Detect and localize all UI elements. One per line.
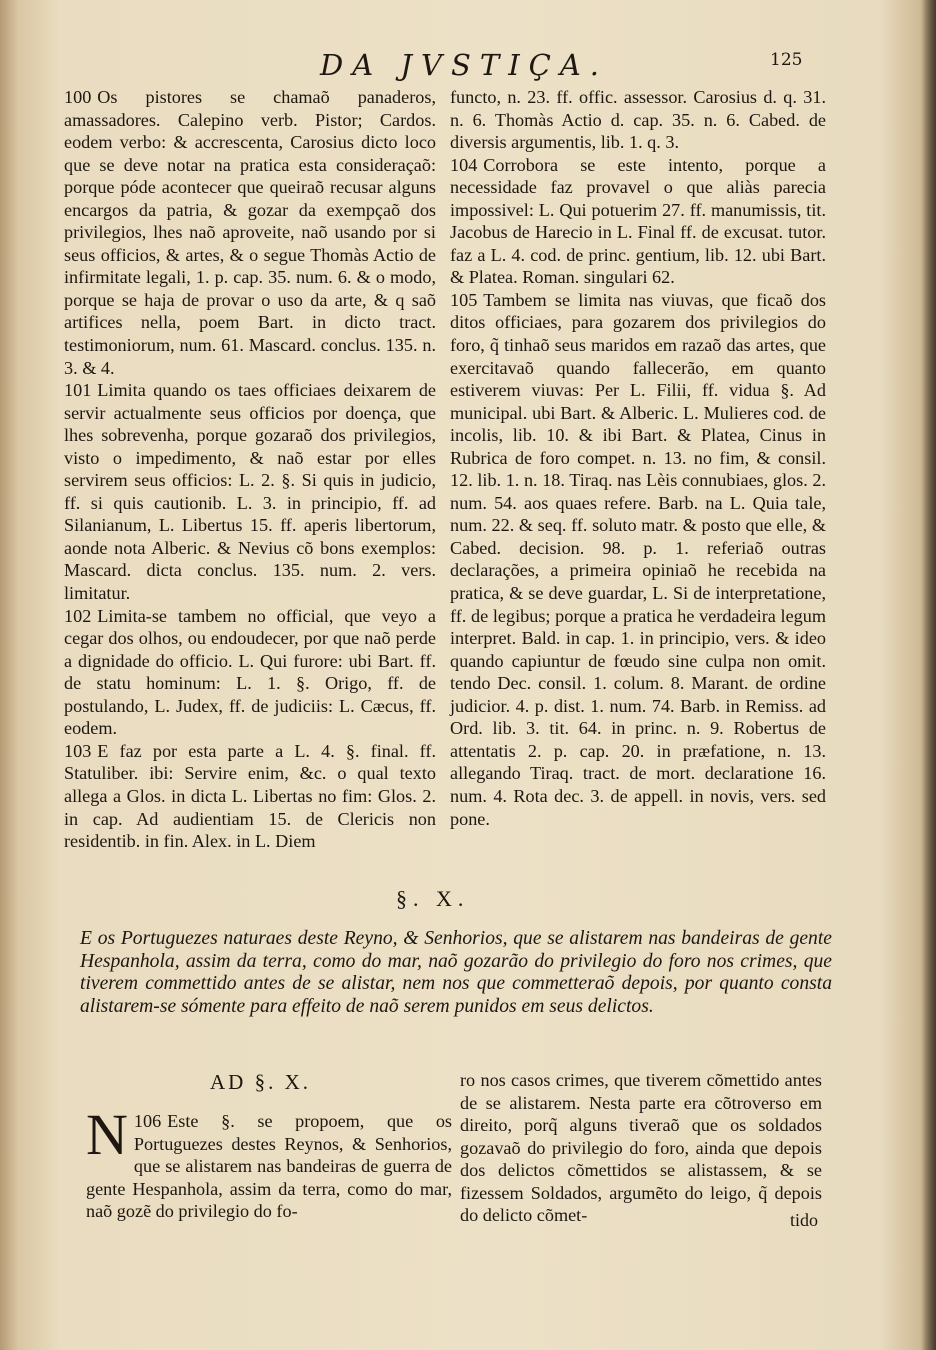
paragraph-text: Limita-se tambem no official, que veyo a cegar dos olhos, ou endoudecer, por que naõ perde a dignidade do officio. L. Qui furore: ubi Bart. ff. de statu hominum: L. 1. §. Origo, ff. de postulando, L. Judex, ff. de judiciis: L. Cæcus, ff. eodem. [64, 605, 436, 739]
paragraph-text: Corrobora se este intento, porque a necessidade faz provavel o que aliàs parecia impossivel: L. Qui potuerim 27. ff. manumissis, tit. Jacobus de Harecio in L. Final ff. de excusat. tutor. faz a L. 4. cod. de princ. gentium, lib. 12. ubi Bart. & Platea. Roman. singulari 62. [450, 154, 826, 288]
page-number: 125 [770, 50, 803, 70]
paragraph-text: functo, n. 23. ff. offic. assessor. Carosius d. q. 31. n. 6. Thomàs Actio d. cap. 35. n. 6. Cabed. de diversis argumentis, lib. 1. q. 3. [450, 87, 826, 153]
paragraph-text: Este §. se propoem, que os Portuguezes destes Reynos, & Senhorios, que se alistarem nas bandeiras de guerra de gente Hespanhola, assim da terra, como do mar, naõ gozẽ do privilegio do fo- [86, 1111, 452, 1222]
paragraph-105 [450, 289, 826, 830]
paragraph-text: ro nos casos crimes, que tiverem cõmettido antes de se alistarem. Nesta parte era cõtroverso em direito, porq̃ alguns tiveraõ que os soldados gozavaõ do privilegio do foro, ainda que depois dos delictos cõmettidos se alistassem, & se fizessem Soldados, argumẽto do leigo, q̃ depois do delicto cõmet- [460, 1070, 822, 1226]
paragraph-101 [64, 379, 436, 604]
bottom-right-column [460, 1069, 822, 1227]
commentary-heading: AD §. X. [210, 1070, 311, 1094]
paragraph-text: Limita quando os taes officiaes deixarem de servir actualmente seus officios por doença, que lhes sobrevenha, porque gozaraõ dos privilegios, visto o impedimento, & naõ estar por elles servirem seus officios: L. 2. §. Si quis in judicio, ff. si quis cautionib. L. 3. in principio, ff. ad Silanianum, L. Libertus 15. ff. aperis libertorum, aonde nota Alberic. & Nevius cõ bons exemplos: Mascard. dicta conclus. 135. num. 2. vers. limitatur. [64, 380, 436, 604]
bottom-left-column [86, 1102, 452, 1223]
catchword: tido [790, 1210, 819, 1230]
paragraph-number: 100 [64, 87, 92, 107]
paragraph-text: E faz por esta parte a L. 4. §. final. ff. Statuliber. ibi: Servire enim, &c. o qual texto allega a Glos. in dicta L. Libertas no fim: Glos. 2. in cap. Ad audientiam 15. de Clericis non residentib. in fin. Alex. in L. Diem [64, 740, 436, 852]
paragraph-continuation [450, 86, 826, 154]
page-header [0, 42, 936, 82]
paragraph-102 [64, 605, 436, 740]
paragraph-number: 104 [450, 154, 478, 175]
paragraph-number: 106 [133, 1111, 162, 1131]
paragraph-number: 103 [64, 740, 92, 761]
paragraph-104 [450, 154, 826, 289]
paragraph-text: Tambem se limita nas viuvas, que ficaõ dos ditos officiaes, para gozarem dos privilegios do foro, q̃ tinhaõ seus maridos em razaõ das artes, que exercitavaõ quando fallecerão, em quanto estiverem viuvas: Per L. Filii, ff. vidua §. Ad municipal. ubi Bart. & Alberic. L. Mulieres cod. de incolis, lib. 10. & ibi Bart. & Platea, Cinus in Rubrica de foro compet. n. 13. no fim, & consil. 12. lib. 1. n. 18. Tiraq. nas Lèis connubiaes, glos. 2. num. 54. aos quaes refere. Barb. na L. Quia tale, num. 22. & seq. ff. soluto matr. & posto que elle, & Cabed. decision. 98. p. 1. referiaõ outras declarações, a primeira opiniaõ he recebida na pratica, & se deve guardar, L. Si de interpretatione, ff. de legibus; porque a pratica he verdadeira legum interpret. Bald. in cap. 1. in principio, vers. & ideo quando capiuntur de fœudo sine culpa non omit. tendo Dec. consil. 1. colum. 8. Marant. de ordine judicior. 4. p. dist. 1. num. 74. Barb. in Remiss. ad Ord. lib. 3. tit. 64. in princ. n. 9. Robertus de attentatis 2. p. cap. 20. in præfatione, n. 13. allegando Tiraq. tract. de mort. declaratione 16. num. 4. Rota dec. 3. de appell. in novis, vers. sed pone. [450, 289, 826, 829]
paragraph-number: 101 [64, 380, 92, 401]
page-edge-shadow [920, 0, 936, 1350]
section-summary: E os Portuguezes naturaes deste Reyno, & Senhorios, que se alistarem nas bandeiras de gente Hespanhola, assim da terra, como do mar, naõ gozarão do privilegio do foro nos crimes, que tiverem commettido antes de se alistar, nem nos que commetteraõ depois, por quanto consta alistarem-se sómente para effeito de naõ serem punidos em seus delictos. [80, 928, 832, 1017]
left-column [64, 86, 436, 853]
paragraph-text: Os pistores se chamaõ panaderos, amassadores. Calepino verb. Pistor; Cardos. eodem verbo: & accrescenta, Carosius dicto loco que se deve notar na pratica esta consideraçaõ: porque póde acontecer que queiraõ recusar alguns encargos da patria, & gozar da exempçaõ dos privilegios, lhes naõ aproveite, naõ usando por si seus officios, & artes, & o segue Thomàs Actio de infirmitate legali, 1. p. cap. 35. num. 6. & o modo, porque se haja de provar o uso da arte, & q saõ artifices nella, poem Bart. in dicto tract. testimoniorum, num. 61. Mascard. conclus. 135. n. 3. & 4. [64, 87, 436, 378]
paragraph-103 [64, 740, 436, 853]
drop-capital: N [86, 1102, 128, 1167]
section-mark: §. X. [396, 886, 470, 911]
paragraph-106-continuation [460, 1069, 822, 1227]
right-column [450, 86, 826, 830]
running-head: DA JVSTIÇA. [320, 48, 608, 82]
paragraph-106 [86, 1102, 452, 1223]
paragraph-100 [64, 86, 436, 379]
paragraph-number: 102 [64, 605, 92, 626]
paragraph-number: 105 [450, 289, 478, 310]
